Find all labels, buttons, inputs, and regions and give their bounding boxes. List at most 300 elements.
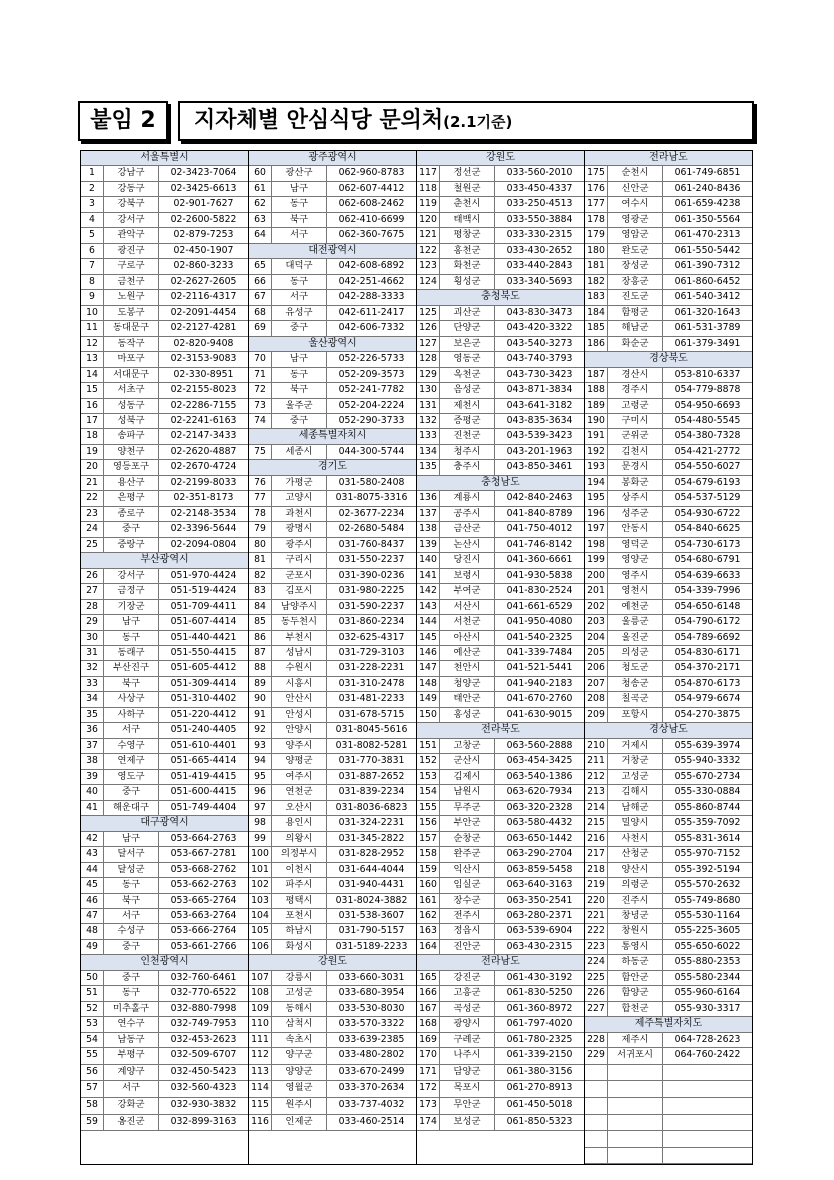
row-number: 77 — [249, 491, 272, 505]
row-number: 203 — [585, 615, 608, 629]
phone-number: 041-360-6661 — [506, 554, 573, 566]
row-number: 71 — [249, 368, 272, 382]
phone-number: 032-560-4323 — [170, 1082, 237, 1094]
district-name: 남동구 — [104, 1033, 159, 1047]
district-name: 옥천군 — [440, 368, 495, 382]
phone-number: 055-880-2353 — [674, 956, 741, 968]
phone-number: 061-830-5250 — [506, 987, 573, 999]
table-row — [81, 352, 248, 367]
district-name: 남구 — [104, 615, 159, 629]
district-name: 하동군 — [608, 955, 663, 969]
district-name: 연수구 — [104, 1017, 159, 1031]
row-number: 118 — [417, 182, 440, 196]
phone-number: 061-860-6452 — [674, 275, 741, 287]
district-name: 합천군 — [608, 1002, 663, 1016]
table-row — [81, 569, 248, 584]
district-name: 전주시 — [440, 909, 495, 923]
district-name: 천안시 — [440, 661, 495, 675]
district-name: 증평군 — [440, 414, 495, 428]
district-name: 영천시 — [608, 584, 663, 598]
title-text: 지자체별 안심식당 문의처 — [194, 108, 444, 133]
district-name: 의정부시 — [272, 847, 327, 861]
row-number: 133 — [417, 429, 440, 443]
district-name: 보성군 — [440, 1115, 495, 1131]
row-number: 188 — [585, 383, 608, 397]
district-name: 수영구 — [104, 739, 159, 753]
row-number: 202 — [585, 600, 608, 614]
table-column — [585, 151, 752, 1164]
row-number — [585, 1065, 608, 1081]
district-name: 양평군 — [272, 754, 327, 768]
district-name: 강동구 — [104, 182, 159, 196]
phone-number: 033-370-2634 — [338, 1082, 405, 1094]
table-row — [417, 491, 584, 506]
row-number: 171 — [417, 1065, 440, 1081]
row-number: 161 — [417, 894, 440, 908]
row-number: 165 — [417, 971, 440, 985]
district-name: 곡성군 — [440, 1002, 495, 1016]
district-name: 영암군 — [608, 228, 663, 242]
district-name: 부천시 — [272, 631, 327, 645]
district-name: 영광군 — [608, 213, 663, 227]
row-number: 187 — [585, 368, 608, 382]
phone-number: 064-760-2422 — [674, 1049, 741, 1061]
table-row — [417, 275, 584, 290]
table-row — [585, 677, 752, 692]
phone-number: 041-670-2760 — [506, 693, 573, 705]
row-number: 21 — [81, 476, 104, 490]
table-row — [585, 1115, 752, 1132]
district-name: 남해군 — [608, 801, 663, 815]
phone-number: 033-460-2514 — [338, 1115, 405, 1127]
table-row — [585, 801, 752, 816]
row-number: 35 — [81, 708, 104, 722]
table-row — [249, 491, 416, 506]
phone-number: 031-760-8437 — [338, 538, 405, 550]
row-number: 130 — [417, 383, 440, 397]
district-name: 연제구 — [104, 754, 159, 768]
district-name: 시흥시 — [272, 677, 327, 691]
table-row — [585, 213, 752, 228]
district-name: 춘천시 — [440, 197, 495, 211]
table-row — [585, 259, 752, 274]
row-number: 96 — [249, 785, 272, 799]
district-name: 거창군 — [608, 754, 663, 768]
row-number: 158 — [417, 847, 440, 861]
district-name: 남구 — [104, 832, 159, 846]
row-number: 15 — [81, 383, 104, 397]
row-number: 61 — [249, 182, 272, 196]
table-row — [417, 785, 584, 800]
table-row — [417, 940, 584, 955]
row-number: 83 — [249, 584, 272, 598]
table-row — [417, 321, 584, 336]
district-name: 강서구 — [104, 213, 159, 227]
district-name: 동구 — [104, 986, 159, 1000]
phone-number: 041-661-6529 — [506, 600, 573, 612]
row-number: 107 — [249, 971, 272, 985]
phone-number: 063-580-4432 — [506, 817, 573, 829]
row-number: 75 — [249, 445, 272, 459]
table-row — [417, 1017, 584, 1032]
row-number: 208 — [585, 692, 608, 706]
table-row — [585, 1081, 752, 1098]
row-number: 140 — [417, 553, 440, 567]
table-row — [249, 259, 416, 274]
phone-number: 052-209-3573 — [338, 368, 405, 380]
row-number: 170 — [417, 1048, 440, 1064]
table-row — [81, 368, 248, 383]
phone-number: 033-560-2010 — [506, 167, 573, 179]
row-number: 5 — [81, 228, 104, 242]
phone-number: 055-940-3332 — [674, 755, 741, 767]
table-row — [417, 863, 584, 878]
row-number: 74 — [249, 414, 272, 428]
table-row — [417, 971, 584, 986]
district-name: 보령시 — [440, 569, 495, 583]
district-name: 진천군 — [440, 429, 495, 443]
row-number: 52 — [81, 1002, 104, 1016]
district-name: 화성시 — [272, 940, 327, 954]
table-row — [417, 816, 584, 831]
region-header: 전라남도 — [585, 151, 752, 166]
table-row — [585, 584, 752, 599]
table-row — [585, 383, 752, 398]
row-number: 84 — [249, 600, 272, 614]
district-name: 장흥군 — [608, 275, 663, 289]
district-name: 중랑구 — [104, 538, 159, 552]
district-name: 영등포구 — [104, 460, 159, 474]
table-row — [249, 352, 416, 367]
district-name: 군위군 — [608, 429, 663, 443]
row-number: 215 — [585, 816, 608, 830]
district-name: 강서구 — [104, 569, 159, 583]
table-row — [585, 337, 752, 352]
district-name: 노원구 — [104, 290, 159, 304]
row-number: 27 — [81, 584, 104, 598]
row-number: 98 — [249, 816, 272, 830]
district-name: 인제군 — [272, 1115, 327, 1131]
table-row — [249, 182, 416, 197]
row-number: 174 — [417, 1115, 440, 1131]
district-name: 서구 — [104, 909, 159, 923]
table-row — [417, 399, 584, 414]
phone-number: 054-950-6693 — [674, 399, 741, 411]
phone-number: 031-940-4431 — [338, 879, 405, 891]
table-row — [249, 166, 416, 181]
row-number: 150 — [417, 708, 440, 722]
row-number: 134 — [417, 445, 440, 459]
table-row — [585, 166, 752, 181]
row-number: 117 — [417, 166, 440, 180]
district-name: 중구 — [104, 522, 159, 536]
phone-number: 052-290-3733 — [338, 414, 405, 426]
table-row — [81, 847, 248, 862]
table-row — [249, 631, 416, 646]
phone-number: 053-665-2764 — [170, 894, 237, 906]
table-row — [81, 739, 248, 754]
table-row — [417, 306, 584, 321]
district-name: 무안군 — [440, 1098, 495, 1114]
district-name: 남구 — [272, 352, 327, 366]
row-number: 135 — [417, 460, 440, 474]
row-number: 173 — [417, 1098, 440, 1114]
table-row — [585, 739, 752, 754]
phone-number: 02-3677-2234 — [338, 507, 405, 519]
table-row — [81, 615, 248, 630]
row-number: 128 — [417, 352, 440, 366]
table-row — [249, 476, 416, 491]
district-name: 청양군 — [440, 677, 495, 691]
region-header: 경상북도 — [585, 352, 752, 367]
table-row — [81, 507, 248, 522]
table-row — [585, 785, 752, 800]
phone-number: 053-662-2763 — [170, 879, 237, 891]
district-name: 울주군 — [272, 399, 327, 413]
district-name: 강남구 — [104, 166, 159, 180]
row-number: 177 — [585, 197, 608, 211]
district-name: 서구 — [272, 228, 327, 242]
table-row — [81, 213, 248, 228]
table-row — [585, 244, 752, 259]
district-name: 김천시 — [608, 445, 663, 459]
contact-table — [80, 150, 753, 1165]
phone-number: 041-339-7484 — [506, 647, 573, 658]
table-row — [417, 445, 584, 460]
table-row — [81, 1098, 248, 1115]
table-row — [585, 321, 752, 336]
phone-number: 061-749-6851 — [674, 167, 741, 179]
row-number: 25 — [81, 538, 104, 552]
phone-number: 031-839-2234 — [338, 786, 405, 798]
row-number: 55 — [81, 1048, 104, 1064]
phone-number: 033-530-8030 — [338, 1002, 405, 1014]
phone-number: 031-5189-2233 — [335, 940, 408, 952]
row-number: 201 — [585, 584, 608, 598]
table-row — [249, 383, 416, 398]
phone-number: 055-570-2632 — [674, 879, 741, 891]
row-number: 207 — [585, 677, 608, 691]
phone-number: 02-330-8951 — [173, 368, 234, 380]
row-number: 63 — [249, 213, 272, 227]
phone-number: 031-770-3831 — [338, 755, 405, 767]
phone-number: 043-730-3423 — [506, 368, 573, 380]
phone-number: 063-280-2371 — [506, 909, 573, 921]
district-name: 장수군 — [440, 894, 495, 908]
district-name: 진도군 — [608, 290, 663, 304]
table-row — [417, 166, 584, 181]
row-number: 99 — [249, 832, 272, 846]
district-name: 서구 — [104, 723, 159, 737]
phone-number: 032-930-3832 — [170, 1098, 237, 1110]
phone-number: 063-650-1442 — [506, 832, 573, 844]
phone-number: 043-835-3634 — [506, 414, 573, 426]
phone-number: 061-390-7312 — [674, 260, 741, 272]
row-number: 229 — [585, 1048, 608, 1064]
table-row — [417, 228, 584, 243]
table-row — [585, 228, 752, 243]
district-name: 철원군 — [440, 182, 495, 196]
phone-number — [663, 1115, 752, 1131]
row-number: 106 — [249, 940, 272, 954]
district-name: 서초구 — [104, 383, 159, 397]
phone-number: 055-225-3605 — [674, 925, 741, 937]
row-number: 69 — [249, 321, 272, 335]
table-row — [249, 863, 416, 878]
table-row — [81, 429, 248, 444]
phone-number: 031-8045-5616 — [335, 724, 408, 736]
table-row — [81, 986, 248, 1001]
table-row — [81, 677, 248, 692]
phone-number: 055-831-3614 — [674, 832, 741, 844]
table-row — [585, 1098, 752, 1115]
table-row — [585, 538, 752, 553]
row-number: 223 — [585, 940, 608, 954]
table-row — [81, 337, 248, 352]
district-name: 김포시 — [272, 584, 327, 598]
district-name: 계양구 — [104, 1065, 159, 1081]
phone-number: 02-820-9408 — [173, 337, 234, 349]
district-name: 김제시 — [440, 770, 495, 784]
phone-number: 042-288-3333 — [338, 291, 405, 303]
region-header: 전라남도 — [417, 955, 584, 970]
phone-number: 054-480-5545 — [674, 414, 741, 426]
phone-number: 044-300-5744 — [338, 445, 405, 457]
table-row — [585, 507, 752, 522]
phone-number: 053-666-2764 — [170, 925, 237, 937]
row-number: 175 — [585, 166, 608, 180]
table-row — [81, 863, 248, 878]
district-name: 평택시 — [272, 894, 327, 908]
table-row — [249, 909, 416, 924]
district-name: 금천구 — [104, 275, 159, 289]
region-header: 대구광역시 — [81, 816, 248, 831]
phone-number: 032-453-2623 — [170, 1033, 237, 1045]
district-name: 청송군 — [608, 677, 663, 691]
table-row — [417, 429, 584, 444]
district-name: 파주시 — [272, 878, 327, 892]
phone-number: 063-320-2328 — [506, 801, 573, 813]
district-name: 함평군 — [608, 306, 663, 320]
phone-number: 032-450-5423 — [170, 1065, 237, 1077]
phone-number: 031-538-3607 — [338, 909, 405, 921]
phone-number: 031-550-2237 — [338, 554, 405, 566]
row-number: 222 — [585, 924, 608, 938]
row-number: 156 — [417, 816, 440, 830]
phone-number: 02-2155-8023 — [170, 384, 237, 396]
district-name — [608, 1148, 663, 1164]
table-row — [417, 1098, 584, 1115]
phone-number: 051-519-4424 — [170, 585, 237, 597]
phone-number: 061-780-2325 — [506, 1033, 573, 1045]
table-row — [81, 244, 248, 259]
table-row — [417, 924, 584, 939]
phone-number: 061-339-2150 — [506, 1049, 573, 1061]
phone-number: 064-728-2623 — [674, 1033, 741, 1045]
table-row — [249, 1033, 416, 1048]
phone-number: 063-540-1386 — [506, 770, 573, 782]
row-number: 151 — [417, 739, 440, 753]
district-name: 세종시 — [272, 445, 327, 459]
row-number: 124 — [417, 275, 440, 289]
phone-number: 033-550-3884 — [506, 213, 573, 225]
phone-number: 041-521-5441 — [506, 662, 573, 674]
district-name: 의왕시 — [272, 832, 327, 846]
row-number: 29 — [81, 615, 104, 629]
row-number: 178 — [585, 213, 608, 227]
row-number: 104 — [249, 909, 272, 923]
phone-number: 032-625-4317 — [338, 631, 405, 643]
row-number: 92 — [249, 723, 272, 737]
district-name: 서귀포시 — [608, 1048, 663, 1064]
row-number: 13 — [81, 352, 104, 366]
table-row — [249, 677, 416, 692]
district-name: 남양주시 — [272, 600, 327, 614]
row-number: 219 — [585, 878, 608, 892]
table-row — [249, 445, 416, 460]
phone-number: 054-270-3875 — [674, 708, 741, 720]
table-row — [81, 754, 248, 769]
row-number: 38 — [81, 754, 104, 768]
row-number: 93 — [249, 739, 272, 753]
district-name: 연천군 — [272, 785, 327, 799]
district-name: 달서구 — [104, 847, 159, 861]
phone-number: 031-678-5715 — [338, 708, 405, 720]
table-row — [585, 971, 752, 986]
phone-number: 02-901-7627 — [173, 198, 234, 210]
table-row — [417, 213, 584, 228]
row-number: 39 — [81, 770, 104, 784]
table-row — [585, 197, 752, 212]
row-number: 195 — [585, 491, 608, 505]
row-number: 176 — [585, 182, 608, 196]
district-name: 성주군 — [608, 507, 663, 521]
row-number: 169 — [417, 1033, 440, 1047]
table-row — [417, 244, 584, 259]
table-row — [81, 1048, 248, 1065]
district-name: 광명시 — [272, 522, 327, 536]
phone-number: 054-930-6722 — [674, 507, 741, 519]
table-row — [585, 955, 752, 970]
phone-number: 02-2148-3534 — [170, 507, 237, 519]
district-name: 부산진구 — [104, 661, 159, 675]
district-name: 양양군 — [272, 1065, 327, 1081]
phone-number: 043-740-3793 — [506, 353, 573, 365]
district-name: 밀양시 — [608, 816, 663, 830]
table-row — [417, 801, 584, 816]
table-row — [81, 1033, 248, 1048]
row-number: 6 — [81, 244, 104, 258]
phone-number: 053-667-2781 — [170, 848, 237, 860]
district-name: 정선군 — [440, 166, 495, 180]
table-row — [249, 228, 416, 243]
table-row — [417, 368, 584, 383]
phone-number: 02-2286-7155 — [170, 399, 237, 411]
district-name: 함안군 — [608, 971, 663, 985]
table-row — [249, 692, 416, 707]
district-name: 가평군 — [272, 476, 327, 490]
table-row — [81, 383, 248, 398]
table-row — [417, 600, 584, 615]
phone-number: 031-345-2822 — [338, 832, 405, 844]
table-row — [585, 924, 752, 939]
region-header: 제주특별자치도 — [585, 1017, 752, 1032]
phone-number: 031-860-2234 — [338, 616, 405, 628]
phone-number: 02-2670-4724 — [170, 461, 237, 473]
table-row — [417, 584, 584, 599]
table-row — [81, 197, 248, 212]
table-row — [81, 321, 248, 336]
